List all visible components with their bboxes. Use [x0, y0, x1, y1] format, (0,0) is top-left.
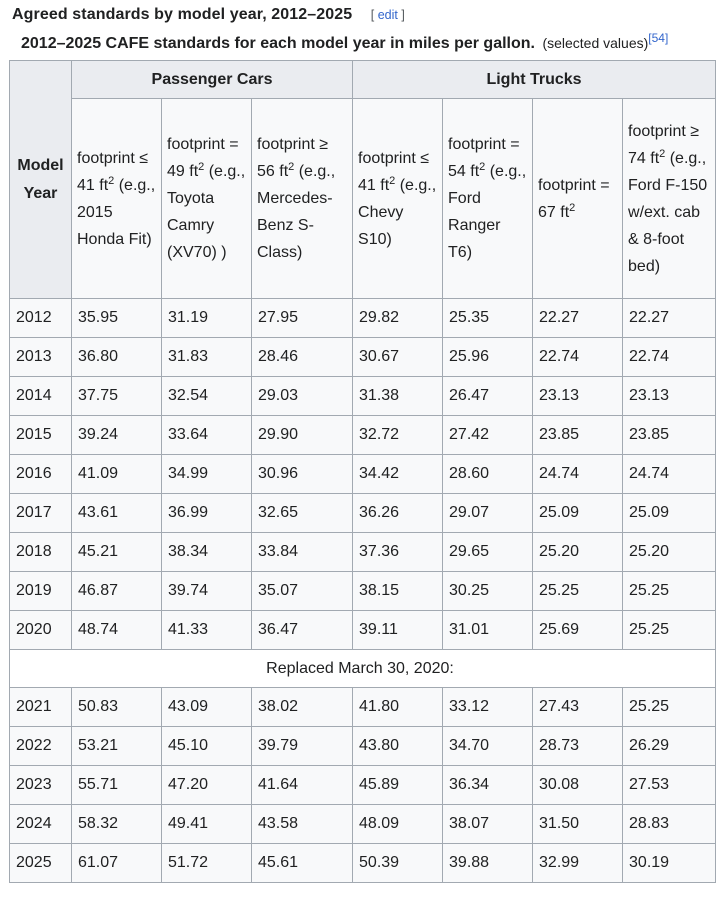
mpg-value-cell: 31.50 [533, 805, 623, 844]
mpg-value-cell: 61.07 [72, 844, 162, 883]
mpg-value-cell: 25.09 [623, 494, 716, 533]
mpg-value-cell: 43.80 [353, 727, 443, 766]
mpg-value-cell: 37.75 [72, 377, 162, 416]
table-row [10, 611, 716, 650]
mpg-value-cell: 30.67 [353, 338, 443, 377]
passenger-cars-header: Passenger Cars [72, 61, 353, 99]
table-row [10, 416, 716, 455]
mpg-value-cell: 28.60 [443, 455, 533, 494]
edit-bracket-close: ] [401, 8, 405, 22]
reference-link[interactable]: [54] [648, 31, 669, 45]
light-trucks-header: Light Trucks [353, 61, 716, 99]
mpg-value-cell: 53.21 [72, 727, 162, 766]
mpg-value-cell: 36.26 [353, 494, 443, 533]
mpg-value-cell: 50.39 [353, 844, 443, 883]
mpg-value-cell: 41.09 [72, 455, 162, 494]
table-row [10, 727, 716, 766]
footprint-header-5: footprint = 54 $ft^2$ (e.g., Ford Ranger T6) [443, 99, 533, 299]
mpg-value-cell: 48.09 [353, 805, 443, 844]
mpg-value-cell: 38.34 [162, 533, 252, 572]
mpg-value-cell: 33.84 [252, 533, 353, 572]
mpg-value-cell: 24.74 [623, 455, 716, 494]
section-heading: Agreed standards by model year, 2012–2025 [12, 6, 353, 23]
model-year-cell: 2017 [10, 494, 72, 533]
mpg-value-cell: 51.72 [162, 844, 252, 883]
mpg-value-cell: 28.46 [252, 338, 353, 377]
mpg-value-cell: 34.99 [162, 455, 252, 494]
edit-bracket-open: [ [370, 8, 375, 22]
model-year-cell: 2012 [10, 299, 72, 338]
mpg-value-cell: 50.83 [72, 688, 162, 727]
model-year-cell: 2020 [10, 611, 72, 650]
mpg-value-cell: 22.27 [533, 299, 623, 338]
mpg-value-cell: 47.20 [162, 766, 252, 805]
footprint-header-6: footprint = 67 $ft^2$ [533, 99, 623, 299]
table-row [10, 844, 716, 883]
mpg-value-cell: 27.53 [623, 766, 716, 805]
mpg-value-cell: 25.20 [623, 533, 716, 572]
mpg-value-cell: 46.87 [72, 572, 162, 611]
mpg-value-cell: 25.96 [443, 338, 533, 377]
cafe-standards-table [9, 31, 716, 883]
mpg-value-cell: 39.24 [72, 416, 162, 455]
mpg-value-cell: 23.13 [623, 377, 716, 416]
mpg-value-cell: 41.80 [353, 688, 443, 727]
mpg-value-cell: 30.96 [252, 455, 353, 494]
mpg-value-cell: 29.90 [252, 416, 353, 455]
mpg-value-cell: 29.82 [353, 299, 443, 338]
mpg-value-cell: 24.74 [533, 455, 623, 494]
mpg-value-cell: 32.65 [252, 494, 353, 533]
mpg-value-cell: 45.21 [72, 533, 162, 572]
mpg-value-cell: 31.38 [353, 377, 443, 416]
mpg-value-cell: 33.12 [443, 688, 533, 727]
model-year-cell: 2024 [10, 805, 72, 844]
mpg-value-cell: 39.74 [162, 572, 252, 611]
model-year-cell: 2021 [10, 688, 72, 727]
mpg-value-cell: 34.70 [443, 727, 533, 766]
model-year-cell: 2014 [10, 377, 72, 416]
mpg-value-cell: 27.42 [443, 416, 533, 455]
mpg-value-cell: 22.74 [533, 338, 623, 377]
mpg-value-cell: 30.08 [533, 766, 623, 805]
table-row [10, 494, 716, 533]
mpg-value-cell: 23.85 [533, 416, 623, 455]
caption-note: (selected values) [542, 35, 649, 51]
mpg-value-cell: 28.73 [533, 727, 623, 766]
model-year-header: Model Year [10, 61, 72, 299]
edit-link[interactable]: edit [377, 8, 398, 22]
edit-section [371, 8, 405, 22]
model-year-cell: 2018 [10, 533, 72, 572]
mpg-value-cell: 34.42 [353, 455, 443, 494]
footprint-header-3: footprint ≥ 56 $ft^2$ (e.g., Mercedes-Benz S-Class) [252, 99, 353, 299]
mpg-value-cell: 23.13 [533, 377, 623, 416]
mpg-value-cell: 31.01 [443, 611, 533, 650]
mpg-value-cell: 45.89 [353, 766, 443, 805]
footprint-header-4: footprint ≤ 41 $ft^2$ (e.g., Chevy S10) [353, 99, 443, 299]
mpg-value-cell: 37.36 [353, 533, 443, 572]
mpg-value-cell: 39.88 [443, 844, 533, 883]
mpg-value-cell: 39.11 [353, 611, 443, 650]
mpg-value-cell: 32.99 [533, 844, 623, 883]
mpg-value-cell: 30.19 [623, 844, 716, 883]
mpg-value-cell: 45.10 [162, 727, 252, 766]
model-year-cell: 2016 [10, 455, 72, 494]
mpg-value-cell: 25.25 [623, 688, 716, 727]
mpg-value-cell: 41.33 [162, 611, 252, 650]
mpg-value-cell: 38.15 [353, 572, 443, 611]
mpg-value-cell: 30.25 [443, 572, 533, 611]
model-year-cell: 2015 [10, 416, 72, 455]
mpg-value-cell: 48.74 [72, 611, 162, 650]
mpg-value-cell: 31.19 [162, 299, 252, 338]
mpg-value-cell: 29.65 [443, 533, 533, 572]
mpg-value-cell: 26.47 [443, 377, 533, 416]
mpg-value-cell: 43.58 [252, 805, 353, 844]
model-year-cell: 2025 [10, 844, 72, 883]
mpg-value-cell: 35.07 [252, 572, 353, 611]
footprint-header-1: footprint ≤ 41 $ft^2$ (e.g., 2015 Honda Fit) [72, 99, 162, 299]
model-year-cell: 2023 [10, 766, 72, 805]
model-year-cell: 2013 [10, 338, 72, 377]
mpg-value-cell: 27.95 [252, 299, 353, 338]
table-row [10, 533, 716, 572]
mpg-value-cell: 25.35 [443, 299, 533, 338]
mpg-value-cell: 55.71 [72, 766, 162, 805]
mpg-value-cell: 39.79 [252, 727, 353, 766]
mpg-value-cell: 36.47 [252, 611, 353, 650]
mpg-value-cell: 25.25 [533, 572, 623, 611]
mpg-value-cell: 25.09 [533, 494, 623, 533]
table-row [10, 377, 716, 416]
mpg-value-cell: 29.07 [443, 494, 533, 533]
mpg-value-cell: 43.61 [72, 494, 162, 533]
table-row [10, 338, 716, 377]
mpg-value-cell: 36.99 [162, 494, 252, 533]
mpg-value-cell: 27.43 [533, 688, 623, 727]
replaced-note: Replaced March 30, 2020: [10, 650, 716, 688]
mpg-value-cell: 28.83 [623, 805, 716, 844]
table-row [10, 766, 716, 805]
footprint-header-7: footprint ≥ 74 $ft^2$ (e.g., Ford F-150 w/ext. cab & 8-foot bed) [623, 99, 716, 299]
mpg-value-cell: 22.74 [623, 338, 716, 377]
mpg-value-cell: 31.83 [162, 338, 252, 377]
model-year-cell: 2022 [10, 727, 72, 766]
section-heading-row [12, 6, 405, 28]
table-row [10, 299, 716, 338]
mpg-value-cell: 25.20 [533, 533, 623, 572]
table-row [10, 688, 716, 727]
mpg-value-cell: 25.69 [533, 611, 623, 650]
mpg-value-cell: 58.32 [72, 805, 162, 844]
mpg-value-cell: 35.95 [72, 299, 162, 338]
model-year-cell: 2019 [10, 572, 72, 611]
table-row [10, 572, 716, 611]
mpg-value-cell: 45.61 [252, 844, 353, 883]
mpg-value-cell: 25.25 [623, 611, 716, 650]
mpg-value-cell: 38.07 [443, 805, 533, 844]
mpg-value-cell: 32.54 [162, 377, 252, 416]
mpg-value-cell: 43.09 [162, 688, 252, 727]
mpg-value-cell: 32.72 [353, 416, 443, 455]
table-row [10, 805, 716, 844]
table-row [10, 455, 716, 494]
mpg-value-cell: 33.64 [162, 416, 252, 455]
mpg-value-cell: 23.85 [623, 416, 716, 455]
footprint-header-2: footprint = 49 $ft^2$ (e.g., Toyota Camry (XV70) ) [162, 99, 252, 299]
mpg-value-cell: 49.41 [162, 805, 252, 844]
mpg-value-cell: 38.02 [252, 688, 353, 727]
caption-title: 2012–2025 CAFE standards for each model year in miles per gallon. [21, 35, 535, 52]
mpg-value-cell: 22.27 [623, 299, 716, 338]
table-caption [9, 31, 716, 60]
mpg-value-cell: 36.34 [443, 766, 533, 805]
replaced-note-row [10, 650, 716, 688]
mpg-value-cell: 36.80 [72, 338, 162, 377]
mpg-value-cell: 26.29 [623, 727, 716, 766]
mpg-value-cell: 29.03 [252, 377, 353, 416]
mpg-value-cell: 25.25 [623, 572, 716, 611]
mpg-value-cell: 41.64 [252, 766, 353, 805]
